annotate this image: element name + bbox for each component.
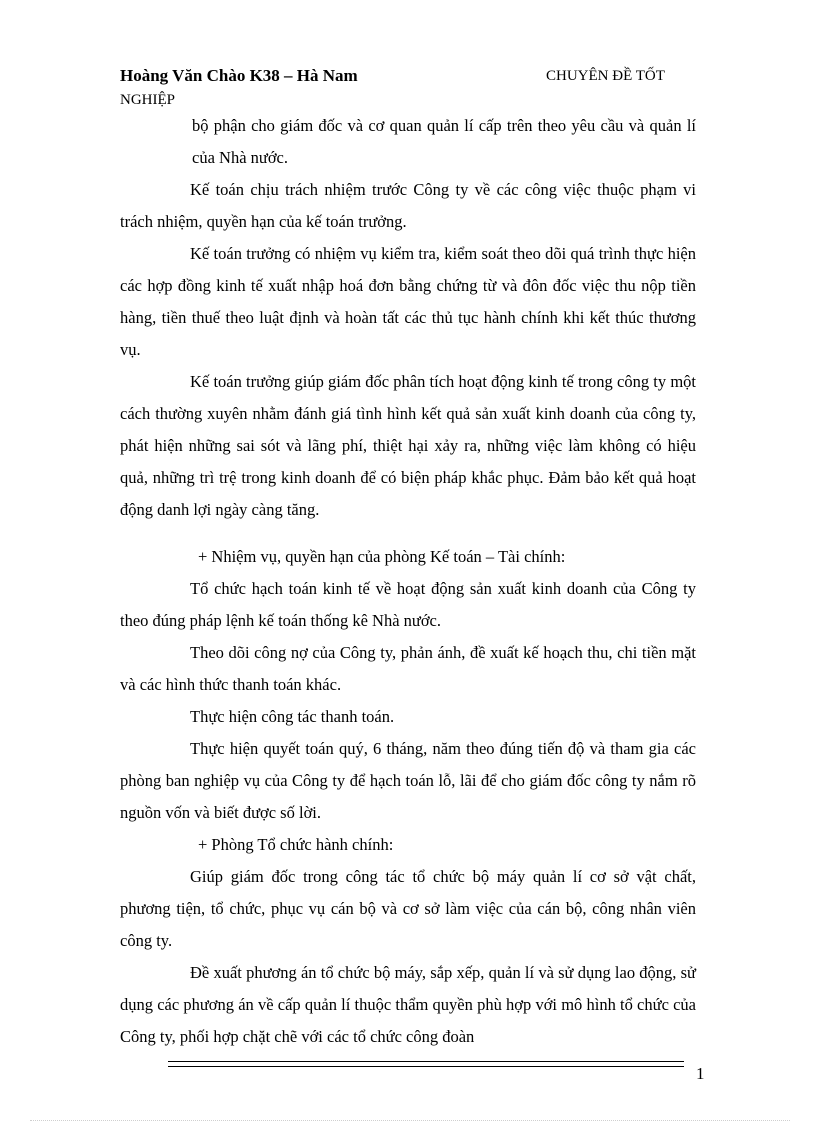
section-heading: + Phòng Tổ chức hành chính: — [198, 835, 394, 854]
paragraph: Đề xuất phương án tổ chức bộ máy, sắp xếp, quản lí và sử dụng lao động, sử dụng các phương án về cấp quản lí thuộc thẩm quyền phù hợp với mô hình tổ chức của Công ty, phối hợp chặt chẽ với các tổ chức công đoàn — [120, 963, 696, 1046]
paragraph: Giúp giám đốc trong công tác tổ chức bộ máy quản lí cơ sở vật chất, phương tiện, tổ chức, phục vụ cán bộ và cơ sở làm việc của cán bộ, công nhân viên công ty. — [120, 867, 696, 950]
paragraph: Tổ chức hạch toán kinh tế về hoạt động sản xuất kinh doanh của Công ty theo đúng pháp lệnh kế toán thống kê Nhà nước. — [120, 579, 696, 630]
page-edge-dots — [30, 1120, 790, 1121]
paragraph: Thực hiện công tác thanh toán. — [190, 707, 395, 726]
paragraph: Kế toán trưởng giúp giám đốc phân tích hoạt động kinh tế trong công ty một cách thường xuyên nhằm đánh giá tình hình kết quả sản xuất kinh doanh của công ty, phát hiện những sai sót và lãng phí, thiệt hại xảy ra, những việc làm không có hiệu quả, những trì trệ trong kinh doanh để có biện pháp khắc phục. Đảm bảo kết quả hoạt động danh lợi ngày càng tăng. — [120, 372, 696, 519]
paragraph-continued: bộ phận cho giám đốc và cơ quan quản lí cấp trên theo yêu cầu và quản lí của Nhà nước. — [192, 116, 696, 167]
paragraph: Thực hiện quyết toán quý, 6 tháng, năm theo đúng tiến độ và tham gia các phòng ban nghiệp vụ của Công ty để hạch toán lỗ, lãi để cho giám đốc công ty nắm rõ nguồn vốn và biết được số lời. — [120, 739, 696, 822]
page-number: 1 — [696, 1064, 705, 1083]
footer-rule — [168, 1061, 684, 1062]
paragraph: Kế toán trưởng có nhiệm vụ kiểm tra, kiểm soát theo dõi quá trình thực hiện các hợp đồng kinh tế xuất nhập hoá đơn bằng chứng từ và đôn đốc việc thu nộp tiền hàng, tiền thuế theo luật định và hoàn tất các thủ tục hành chính khi kết thúc thương vụ. — [120, 244, 696, 359]
header-title-wrap: NGHIỆP — [120, 92, 175, 108]
footer-rule — [168, 1066, 684, 1067]
section-heading: + Nhiệm vụ, quyền hạn của phòng Kế toán – Tài chính: — [198, 547, 566, 566]
header-author: Hoàng Văn Chào K38 – Hà Nam — [120, 66, 358, 85]
paragraph: Kế toán chịu trách nhiệm trước Công ty về các công việc thuộc phạm vi trách nhiệm, quyền hạn của kế toán trưởng. — [120, 180, 696, 231]
paragraph: Theo dõi công nợ của Công ty, phản ánh, đề xuất kế hoạch thu, chi tiền mặt và các hình thức thanh toán khác. — [120, 643, 696, 694]
header-title: CHUYÊN ĐỀ TỐT — [546, 68, 665, 84]
